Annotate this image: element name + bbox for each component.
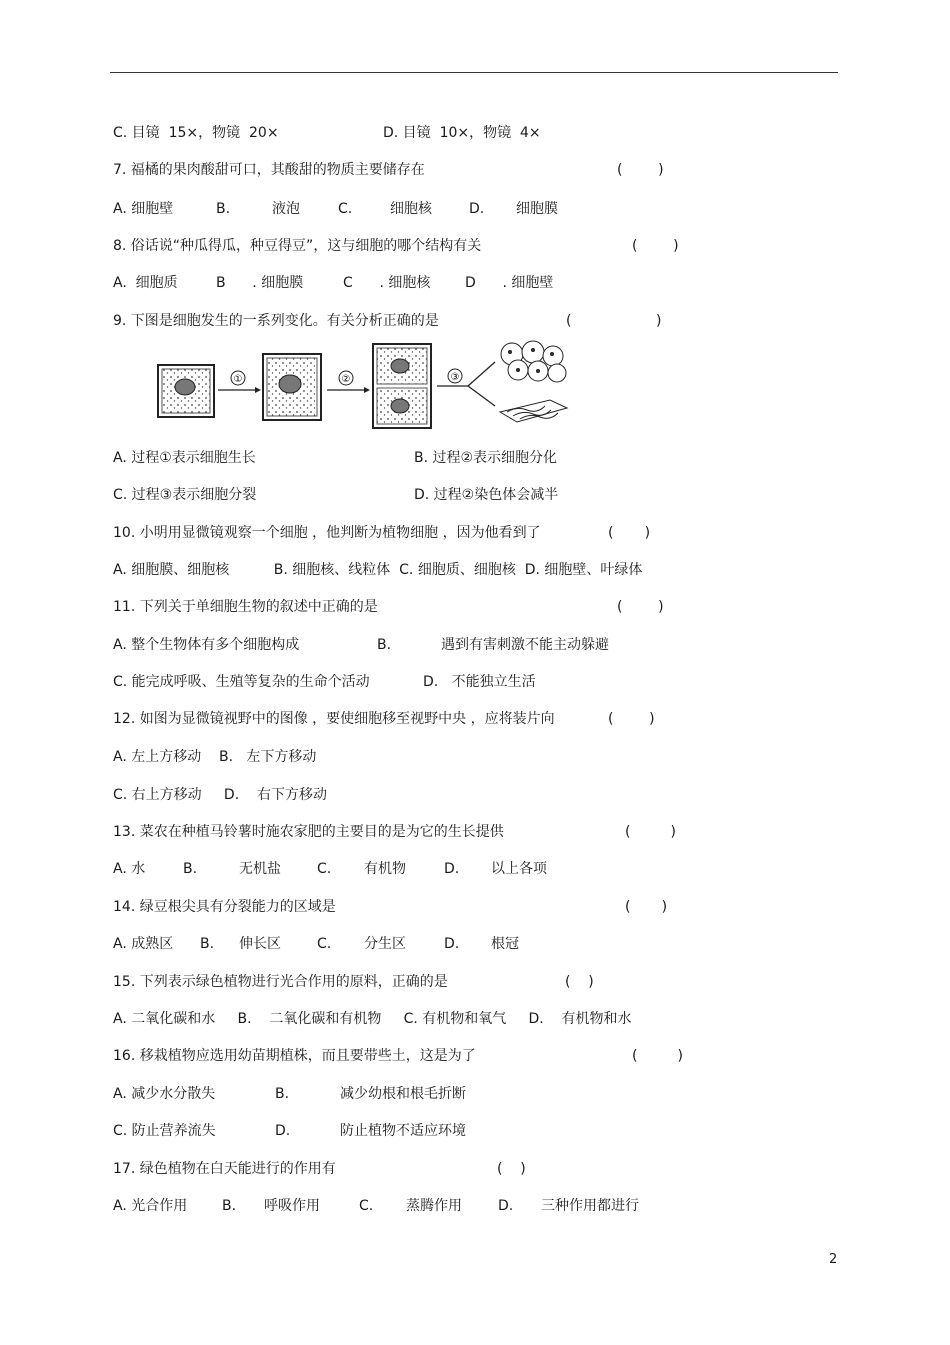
q9-option-d: D. 过程②染色体会减半 [414, 487, 559, 503]
q13-option-d-text: 以上各项 [491, 861, 547, 877]
q13-option-c-letter: C. [317, 861, 332, 877]
cell-stage-3 [373, 344, 431, 428]
q13-option-d-letter: D. [444, 861, 460, 877]
cell-change-figure [155, 340, 575, 430]
q15-options: A. 二氧化碳和水 B. 二氧化碳和有机物 C. 有机物和氧气 D. 有机物和水 [113, 1011, 632, 1027]
question-11: 11. 下列关于单细胞生物的叙述中正确的是 [113, 599, 378, 615]
answer-blank-14: ( ) [625, 899, 668, 915]
q7-option-b-text: 液泡 [272, 201, 300, 217]
q10-options: A. 细胞膜、细胞核 B. 细胞核、线粒体 C. 细胞质、细胞核 D. 细胞壁、叶绿体 [113, 562, 643, 578]
q14-option-d-text: 根冠 [491, 936, 519, 952]
q7-option-b-letter: B. [216, 201, 231, 217]
q13-option-b-text: 无机盐 [239, 861, 281, 877]
q11-option-c: C. 能完成呼吸、生殖等复杂的生命个活动 [113, 674, 370, 690]
step-3-label: ③ [450, 372, 460, 383]
q17-option-c-letter: C. [359, 1198, 374, 1214]
answer-blank-16: ( ) [632, 1048, 683, 1064]
q17-option-c-text: 蒸腾作用 [406, 1198, 462, 1214]
q14-option-a: A. 成熟区 [113, 936, 174, 952]
q17-option-b-letter: B. [222, 1198, 237, 1214]
question-17: 17. 绿色植物在白天能进行的作用有 [113, 1161, 336, 1177]
q6-option-c: C. 目镜 15×，物镜 20× [113, 125, 279, 141]
q17-option-d-text: 三种作用都进行 [541, 1198, 639, 1214]
q8-option-a: A. 细胞质 [113, 275, 178, 291]
question-13: 13. 菜农在种植马铃薯时施农家肥的主要目的是为它的生长提供 [113, 824, 504, 840]
fibrous-tissue [500, 400, 567, 422]
q14-option-d-letter: D. [444, 936, 460, 952]
question-15: 15. 下列表示绿色植物进行光合作用的原料，正确的是 [113, 974, 448, 990]
q16-option-b-text: 减少幼根和根毛折断 [340, 1086, 466, 1102]
cell-stage-1 [158, 365, 214, 417]
q6-option-d: D. 目镜 10×，物镜 4× [383, 125, 541, 141]
q11-option-d: D. 不能独立生活 [423, 674, 536, 690]
step-2-label: ② [341, 374, 351, 385]
q13-option-b-letter: B. [183, 861, 198, 877]
q7-option-d-text: 细胞膜 [516, 201, 558, 217]
round-cell-tissue [501, 341, 566, 382]
answer-blank-9: ( ) [566, 313, 662, 329]
q9-option-c: C. 过程③表示细胞分裂 [113, 487, 257, 503]
q13-option-c-text: 有机物 [364, 861, 406, 877]
q16-option-c: C. 防止营养流失 [113, 1123, 216, 1139]
cell-stage-2 [263, 354, 321, 420]
q9-option-a: A. 过程①表示细胞生长 [113, 450, 256, 466]
q8-option-d: D . 细胞壁 [465, 275, 554, 291]
q7-option-a: A. 细胞壁 [113, 201, 174, 217]
answer-blank-7: ( ) [617, 162, 664, 178]
q8-option-b: B . 细胞膜 [216, 275, 304, 291]
question-14: 14. 绿豆根尖具有分裂能力的区域是 [113, 899, 336, 915]
q16-option-d-letter: D. [275, 1123, 291, 1139]
page-number: 2 [829, 1252, 838, 1267]
answer-blank-15: ( ) [565, 974, 594, 990]
q17-option-a: A. 光合作用 [113, 1198, 188, 1214]
q12-options-cd: C. 右上方移动 D. 右下方移动 [113, 787, 327, 803]
q17-option-b-text: 呼吸作用 [264, 1198, 320, 1214]
q7-option-c-text: 细胞核 [390, 201, 432, 217]
question-12: 12. 如图为显微镜视野中的图像 ，要使细胞移至视野中央 ，应将装片向 [113, 711, 555, 727]
question-8: 8. 俗话说“种瓜得瓜，种豆得豆”，这与细胞的哪个结构有关 [113, 238, 482, 254]
q11-option-b-text: 遇到有害刺激不能主动躲避 [441, 637, 609, 653]
q16-option-d-text: 防止植物不适应环境 [340, 1123, 466, 1139]
question-9: 9. 下图是细胞发生的一系列变化。有关分析正确的是 [113, 313, 439, 329]
q16-option-b-letter: B. [275, 1086, 290, 1102]
q17-option-d-letter: D. [498, 1198, 514, 1214]
question-10: 10. 小明用显微镜观察一个细胞 ，他判断为植物细胞 ，因为他看到了 [113, 525, 541, 541]
header-rule [110, 72, 838, 73]
q16-option-a: A. 减少水分散失 [113, 1086, 216, 1102]
q11-option-b-letter: B. [377, 637, 392, 653]
q14-option-b-text: 伸长区 [239, 936, 281, 952]
answer-blank-13: ( ) [625, 824, 676, 840]
q7-option-c-letter: C. [338, 201, 353, 217]
answer-blank-8: ( ) [632, 238, 679, 254]
q14-option-c-letter: C. [317, 936, 332, 952]
step-1-label: ① [233, 374, 243, 385]
question-16: 16. 移栽植物应选用幼苗期植株，而且要带些土，这是为了 [113, 1048, 476, 1064]
answer-blank-12: ( ) [608, 711, 655, 727]
answer-blank-10: ( ) [608, 525, 651, 541]
answer-blank-11: ( ) [617, 599, 664, 615]
answer-blank-17: ( ) [497, 1161, 526, 1177]
q11-option-a: A. 整个生物体有多个细胞构成 [113, 637, 300, 653]
q7-option-d-letter: D. [469, 201, 485, 217]
q14-option-b-letter: B. [200, 936, 215, 952]
question-7: 7. 福橘的果肉酸甜可口，其酸甜的物质主要储存在 [113, 162, 425, 178]
q9-option-b: B. 过程②表示细胞分化 [414, 450, 558, 466]
q14-option-c-text: 分生区 [364, 936, 406, 952]
q12-options-ab: A. 左上方移动 B. 左下方移动 [113, 749, 317, 765]
q8-option-c: C . 细胞核 [343, 275, 431, 291]
q13-option-a: A. 水 [113, 861, 146, 877]
